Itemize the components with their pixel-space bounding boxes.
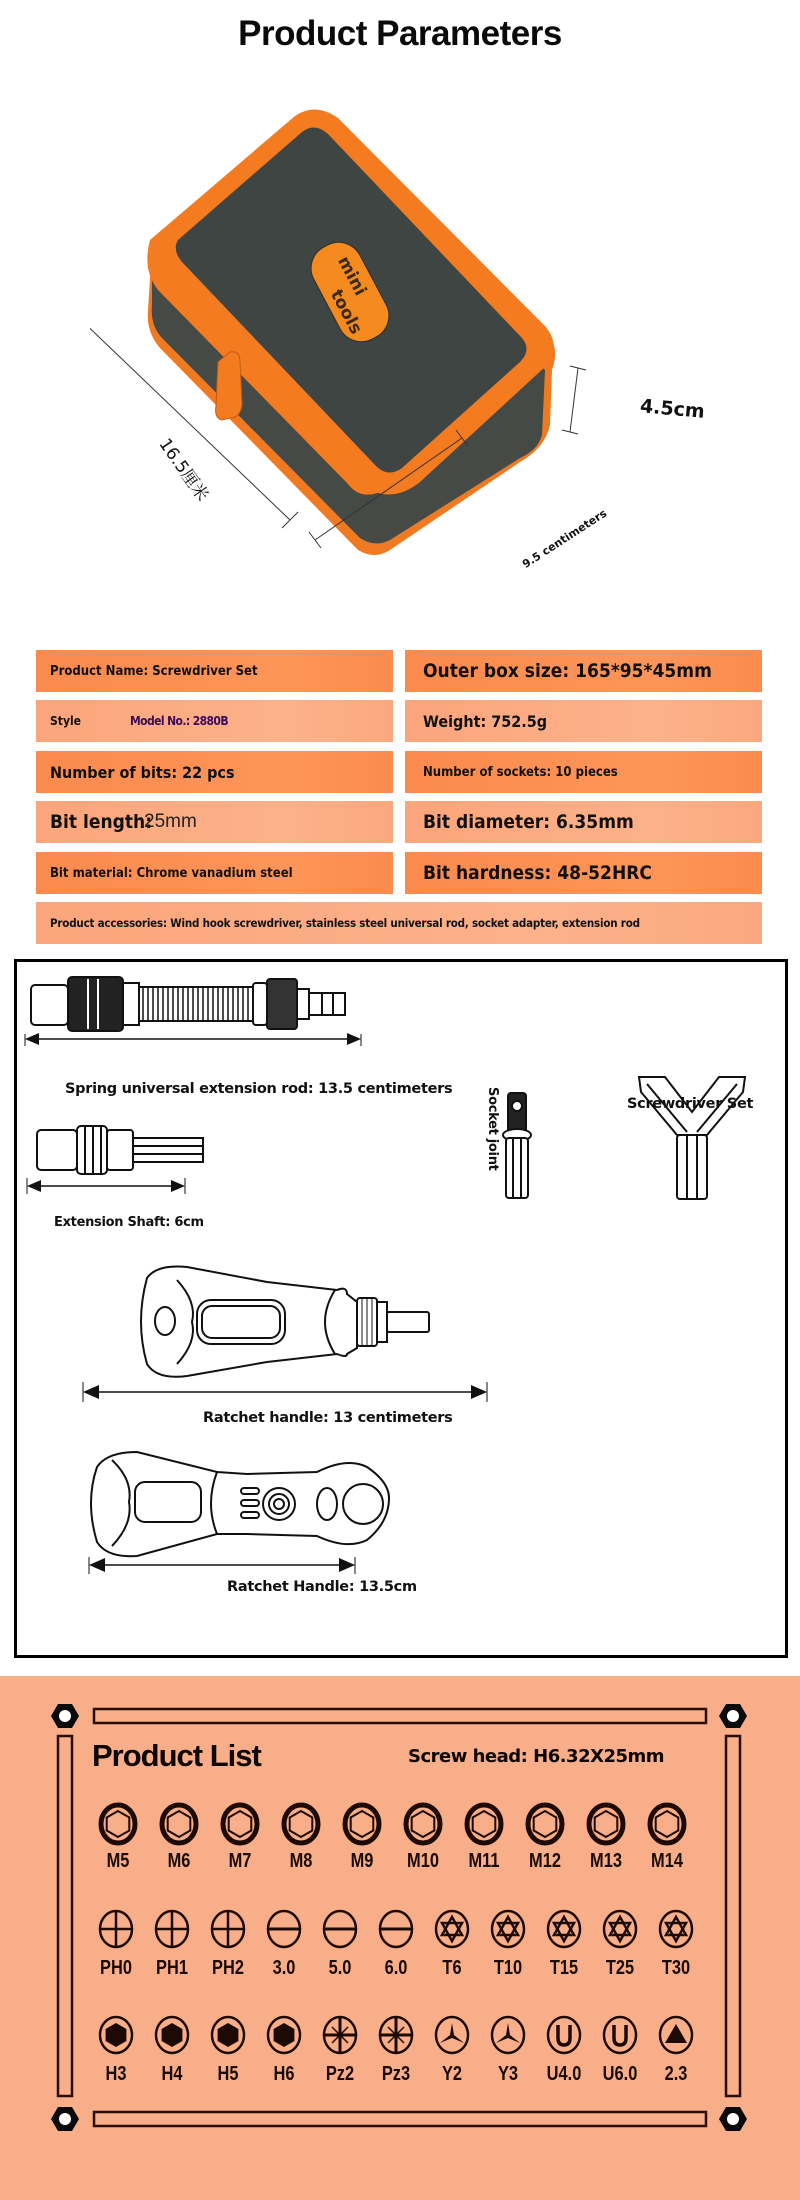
socket-joint-label: Socket joint <box>485 1087 500 1171</box>
bit-h3-icon <box>100 2017 132 2053</box>
bit-t15-label: T15 <box>549 1957 579 1979</box>
bit-3.0-icon <box>268 1911 300 1947</box>
frame-top-bar <box>94 1709 706 1723</box>
bit-t10-label: T10 <box>493 1957 523 1979</box>
param-bit-length-value: 25mm <box>144 811 197 832</box>
param-number-of-bits: Number of bits: 22 pcs <box>36 751 393 793</box>
spring-rod-label: Spring universal extension rod: 13.5 centimeters <box>65 1081 453 1097</box>
bit-t25-icon <box>604 1911 636 1947</box>
height-dimension-line <box>570 368 578 432</box>
bit-t6-label: T6 <box>442 1957 462 1979</box>
bit-u6.0-icon <box>604 2017 636 2053</box>
height-label: 4.5cm <box>639 395 706 423</box>
socket-m10-label: M10 <box>407 1850 439 1872</box>
bit-h4-label: H4 <box>161 2063 183 2085</box>
logo-text-mini: mini <box>333 253 371 300</box>
param-bit-length <box>36 801 393 843</box>
bit-ph0-label: PH0 <box>100 1957 132 1979</box>
ratchet-handle-2-label: Ratchet Handle: 13.5cm <box>227 1579 417 1595</box>
socket-m9-label: M9 <box>350 1850 374 1872</box>
bit-t10-icon <box>492 1911 524 1947</box>
product-list-title: Product List <box>92 1738 261 1773</box>
socket-m10-icon <box>406 1805 440 1843</box>
bit-6.0-icon <box>380 1911 412 1947</box>
socket-m11-icon <box>467 1805 501 1843</box>
socket-m14-label: M14 <box>651 1850 683 1872</box>
bit-h6-label: H6 <box>273 2063 295 2085</box>
bit-2.3-icon <box>660 2017 692 2053</box>
bit-pz2-icon <box>324 2017 356 2053</box>
socket-m9-icon <box>345 1805 379 1843</box>
frame-bottom-bar <box>94 2112 706 2126</box>
socket-m8-icon <box>284 1805 318 1843</box>
param-bit-material: Bit material: Chrome vanadium steel <box>36 852 393 894</box>
bit-u6.0-label: U6.0 <box>602 2063 638 2085</box>
param-weight: Weight: 752.5g <box>405 700 762 742</box>
bit-ph2-label: PH2 <box>212 1957 244 1979</box>
accessories-diagram-panel <box>14 959 788 1658</box>
bit-ph0-icon <box>100 1911 132 1947</box>
socket-m12-label: M12 <box>529 1850 561 1872</box>
param-accessories: Product accessories: Wind hook screwdriver, stainless steel universal rod, socket adapter, extension rod <box>36 902 762 944</box>
bit-y3-label: Y3 <box>497 2063 519 2085</box>
socket-m14-icon <box>650 1805 684 1843</box>
socket-m6-icon <box>162 1805 196 1843</box>
width-label: 9.5 centimeters <box>520 506 610 571</box>
bit-t25-label: T25 <box>605 1957 635 1979</box>
socket-m5-icon <box>101 1805 135 1843</box>
screw-head-spec: Screw head: H6.32X25mm <box>408 1746 665 1767</box>
bit-t15-icon <box>548 1911 580 1947</box>
bit-pz3-icon <box>380 2017 412 2053</box>
bit-y2-icon <box>436 2017 468 2053</box>
spring-extension-rod-drawing <box>31 977 345 1031</box>
socket-m6-label: M6 <box>167 1850 191 1872</box>
frame-left-bar <box>58 1736 72 2096</box>
bit-pz3-label: Pz3 <box>381 2063 411 2085</box>
param-style-label: Style <box>50 714 81 728</box>
spring-rod-dimension-arrow <box>25 1033 361 1046</box>
socket-m5-label: M5 <box>106 1850 130 1872</box>
bit-3.0-label: 3.0 <box>272 1957 296 1979</box>
frame-right-bar <box>726 1736 740 2096</box>
socket-m13-label: M13 <box>590 1850 622 1872</box>
socket-m11-label: M11 <box>468 1850 500 1872</box>
extension-shaft-label: Extension Shaft: 6cm <box>54 1215 204 1230</box>
param-bit-diameter: Bit diameter: 6.35mm <box>405 801 762 843</box>
bit-h5-icon <box>212 2017 244 2053</box>
logo-text-tools: tools <box>325 286 366 338</box>
bit-h4-icon <box>156 2017 188 2053</box>
ratchet-handle-1-label: Ratchet handle: 13 centimeters <box>203 1410 453 1426</box>
socket-m7-label: M7 <box>228 1850 252 1872</box>
bit-ph1-label: PH1 <box>156 1957 188 1979</box>
socket-m12-icon <box>528 1805 562 1843</box>
screwdriver-set-label: Screwdriver Set <box>627 1096 754 1112</box>
socket-m13-icon <box>589 1805 623 1843</box>
bit-5.0-label: 5.0 <box>328 1957 352 1979</box>
bit-5.0-icon <box>324 1911 356 1947</box>
bit-6.0-label: 6.0 <box>384 1957 408 1979</box>
param-product-name: Product Name: Screwdriver Set <box>36 650 393 692</box>
page-title: Product Parameters <box>238 14 562 53</box>
param-style <box>36 700 393 742</box>
param-number-of-sockets: Number of sockets: 10 pieces <box>405 751 762 793</box>
box-latch <box>216 352 242 420</box>
bit-y2-label: Y2 <box>441 2063 463 2085</box>
bit-t30-icon <box>660 1911 692 1947</box>
bit-pz2-label: Pz2 <box>325 2063 355 2085</box>
bit-ph2-icon <box>212 1911 244 1947</box>
product-list-section <box>0 1676 800 2200</box>
param-bit-hardness: Bit hardness: 48-52HRC <box>405 852 762 894</box>
ratchet-handle-2-dimension-arrow <box>89 1557 355 1574</box>
bit-2.3-label: 2.3 <box>664 2063 688 2085</box>
bit-h6-icon <box>268 2017 300 2053</box>
socket-joint-drawing <box>503 1093 531 1198</box>
bit-t6-icon <box>436 1911 468 1947</box>
length-label: 16.5厘米 <box>154 434 213 506</box>
socket-m8-label: M8 <box>289 1850 313 1872</box>
param-outer-box-size: Outer box size: 165*95*45mm <box>405 650 762 692</box>
socket-m7-icon <box>223 1805 257 1843</box>
bit-u4.0-icon <box>548 2017 580 2053</box>
bit-ph1-icon <box>156 1911 188 1947</box>
extension-shaft-dimension-arrow <box>27 1178 185 1194</box>
ratchet-handle-1-dimension-arrow <box>83 1382 487 1402</box>
bit-h3-label: H3 <box>105 2063 127 2085</box>
tool-box-image <box>90 100 710 620</box>
bit-y3-icon <box>492 2017 524 2053</box>
bit-h5-label: H5 <box>217 2063 239 2085</box>
bit-u4.0-label: U4.0 <box>546 2063 582 2085</box>
ratchet-handle-2-drawing <box>91 1452 389 1556</box>
param-model-number: Model No.: 2880B <box>130 714 228 728</box>
param-bit-length-label: Bit length: <box>50 811 153 833</box>
extension-shaft-drawing <box>37 1126 203 1174</box>
ratchet-handle-1-drawing <box>141 1266 429 1376</box>
bit-t30-label: T30 <box>661 1957 691 1979</box>
